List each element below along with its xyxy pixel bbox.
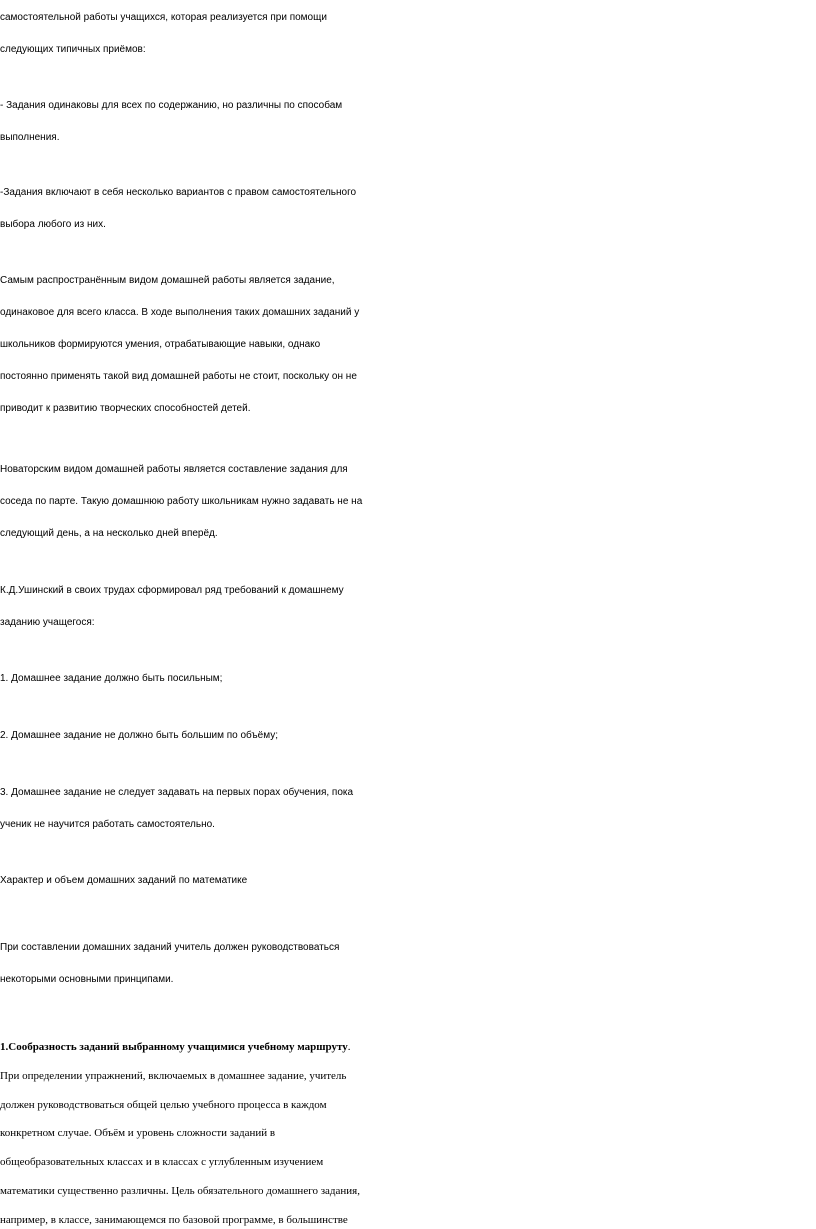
text-line: приводит к развитию творческих способностей детей.	[0, 403, 251, 414]
text-line: Новаторским видом домашней работы является составление задания для	[0, 464, 348, 475]
text-line: следующий день, а на несколько дней вперёд.	[0, 528, 218, 539]
text-line: выбора любого из них.	[0, 219, 106, 230]
paragraph-principles	[0, 932, 816, 996]
requirement-item-3	[0, 777, 816, 841]
text-line: заданию учащегося:	[0, 617, 95, 628]
requirement-item-1	[0, 663, 816, 695]
paragraph-technique-1	[0, 90, 816, 154]
text-line: например, в классе, занимающемся по базовой программе, в большинстве	[0, 1213, 348, 1226]
text-line: При составлении домашних заданий учитель должен руководствоваться	[0, 942, 340, 953]
text-line: К.Д.Ушинский в своих трудах сформировал ряд требований к домашнему	[0, 585, 344, 596]
text-line: При определении упражнений, включаемых в домашнее задание, учитель	[0, 1069, 347, 1082]
text-line: - Задания одинаковы для всех по содержанию, но различны по способам	[0, 100, 343, 111]
text-line: 2. Домашнее задание не должно быть большим по объёму;	[0, 730, 279, 741]
paragraph-common-homework	[0, 265, 816, 425]
text-line: самостоятельной работы учащихся, которая реализуется при помощи	[0, 12, 327, 23]
text-line: конкретном случае. Объём и уровень сложности заданий в	[0, 1127, 276, 1140]
paragraph-innovative-homework	[0, 454, 816, 550]
text-line: одинаковое для всего класса. В ходе выполнения таких домашних заданий у	[0, 307, 360, 318]
text-line	[0, 1033, 816, 1062]
text-line: следующих типичных приёмов:	[0, 44, 146, 55]
text-line: Характер и объем домашних заданий по математике	[0, 875, 248, 886]
text-line: соседа по парте. Такую домашнюю работу школьникам нужно задавать не на	[0, 496, 363, 507]
text-line: ученик не научится работать самостоятельно.	[0, 819, 215, 830]
text-line: школьников формируются умения, отрабатывающие навыки, однако	[0, 339, 321, 350]
principle-1-heading: 1.Сообразность заданий выбранному учащимися учебному маршруту	[0, 1041, 348, 1053]
text-line: Самым распространённым видом домашней работы является задание,	[0, 275, 335, 286]
text-line: общеобразовательных классах и в классах с углубленным изучением	[0, 1156, 324, 1169]
section-heading	[0, 865, 816, 897]
paragraph-principle-1	[0, 1033, 816, 1229]
text-line: математики существенно различны. Цель обязательного домашнего задания,	[0, 1184, 360, 1197]
requirement-item-2	[0, 720, 816, 752]
text-line: должен руководствоваться общей целью учебного процесса в каждом	[0, 1098, 327, 1111]
text-line: постоянно применять такой вид домашней работы не стоит, поскольку он не	[0, 371, 357, 382]
text-line: 3. Домашнее задание не следует задавать на первых порах обучения, пока	[0, 787, 354, 798]
principle-1-heading-end: .	[347, 1041, 351, 1053]
text-line: выполнения.	[0, 132, 60, 143]
paragraph-intro	[0, 2, 816, 66]
paragraph-technique-2	[0, 177, 816, 241]
text-line: -Задания включают в себя несколько вариантов с правом самостоятельного	[0, 187, 357, 198]
text-line: некоторыми основными принципами.	[0, 974, 174, 985]
text-line: 1. Домашнее задание должно быть посильным;	[0, 673, 223, 684]
paragraph-ushinsky	[0, 575, 816, 639]
